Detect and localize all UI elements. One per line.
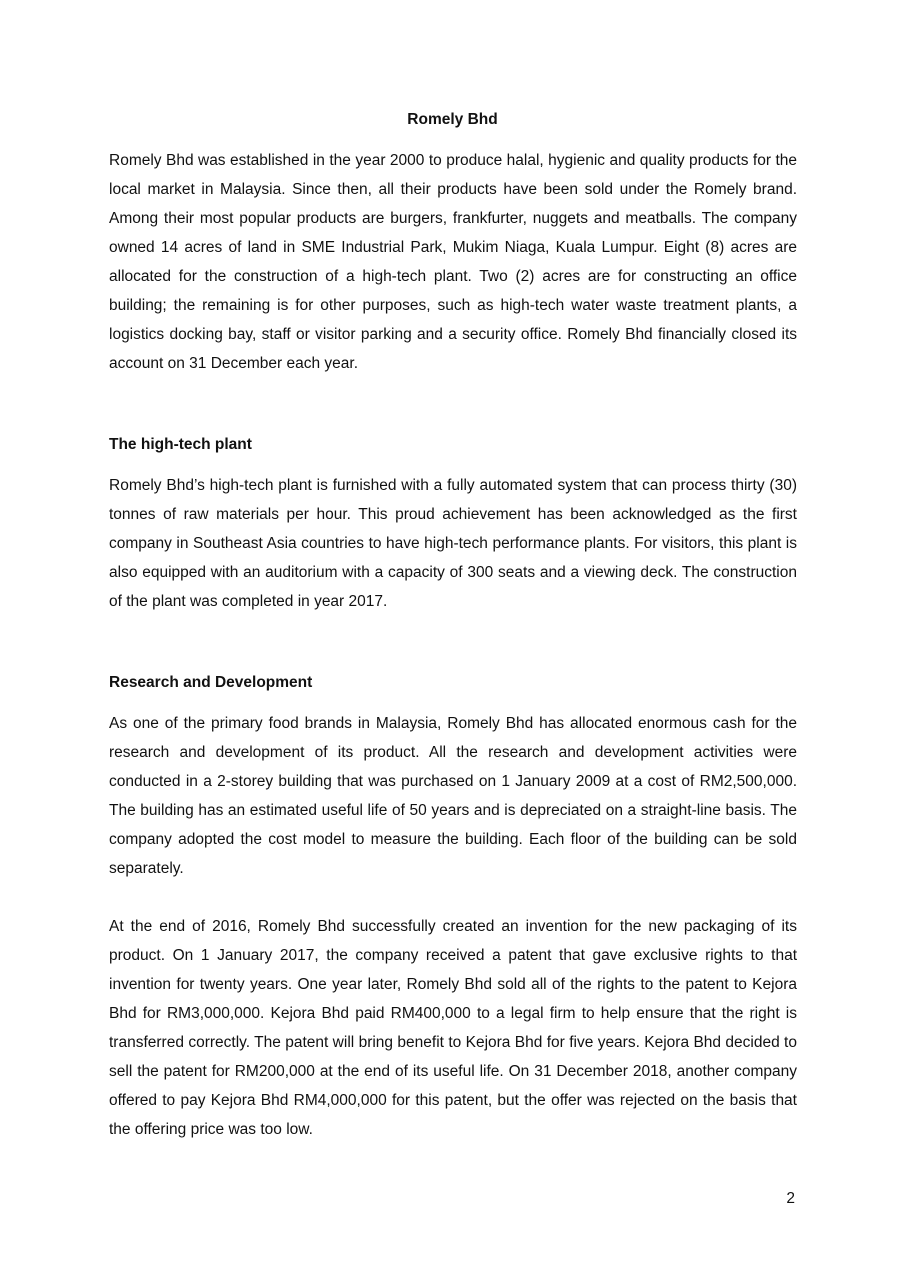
section-heading-research-development: Research and Development <box>109 674 313 691</box>
section-heading-high-tech-plant: The high-tech plant <box>109 436 252 453</box>
research-development-paragraph-2: At the end of 2016, Romely Bhd successfully created an invention for the new packaging of its product. On 1 January 2017, the company received a patent that gave exclusive rights to that invention for twenty years. One year later, Romely Bhd sold all of the rights to the patent to Kejora Bhd for RM3,000,000. Kejora Bhd paid RM400,000 to a legal firm to help ensure that the right is transferred correctly. The patent will bring benefit to Kejora Bhd for five years. Kejora Bhd decided to sell the patent for RM200,000 at the end of its useful life. On 31 December 2018, another company offered to pay Kejora Bhd RM4,000,000 for this patent, but the offer was rejected on the basis that the offering price was too low. <box>109 918 797 1138</box>
intro-paragraph: Romely Bhd was established in the year 2000 to produce halal, hygienic and quality products for the local market in Malaysia. Since then, all their products have been sold under the Romely brand. Among their most popular products are burgers, frankfurter, nuggets and meatballs. The company owned 14 acres of land in SME Industrial Park, Mukim Niaga, Kuala Lumpur. Eight (8) acres are allocated for the construction of a high-tech plant. Two (2) acres are for constructing an office building; the remaining is for other purposes, such as high-tech water waste treatment plants, a logistics docking bay, staff or visitor parking and a security office. Romely Bhd financially closed its account on 31 December each year. <box>109 152 797 372</box>
document-title: Romely Bhd <box>407 111 498 128</box>
research-development-paragraph-1: As one of the primary food brands in Malaysia, Romely Bhd has allocated enormous cash for the research and development of its product. All the research and development activities were conducted in a 2-storey building that was purchased on 1 January 2009 at a cost of RM2,500,000. The building has an estimated useful life of 50 years and is depreciated on a straight-line basis. The company adopted the cost model to measure the building. Each floor of the building can be sold separately. <box>109 715 797 877</box>
high-tech-plant-paragraph: Romely Bhd’s high-tech plant is furnished with a fully automated system that can process thirty (30) tonnes of raw materials per hour. This proud achievement has been acknowledged as the first company in Southeast Asia countries to have high-tech performance plants. For visitors, this plant is also equipped with an auditorium with a capacity of 300 seats and a viewing deck. The construction of the plant was completed in year 2017. <box>109 477 797 610</box>
page-number: 2 <box>786 1190 795 1207</box>
